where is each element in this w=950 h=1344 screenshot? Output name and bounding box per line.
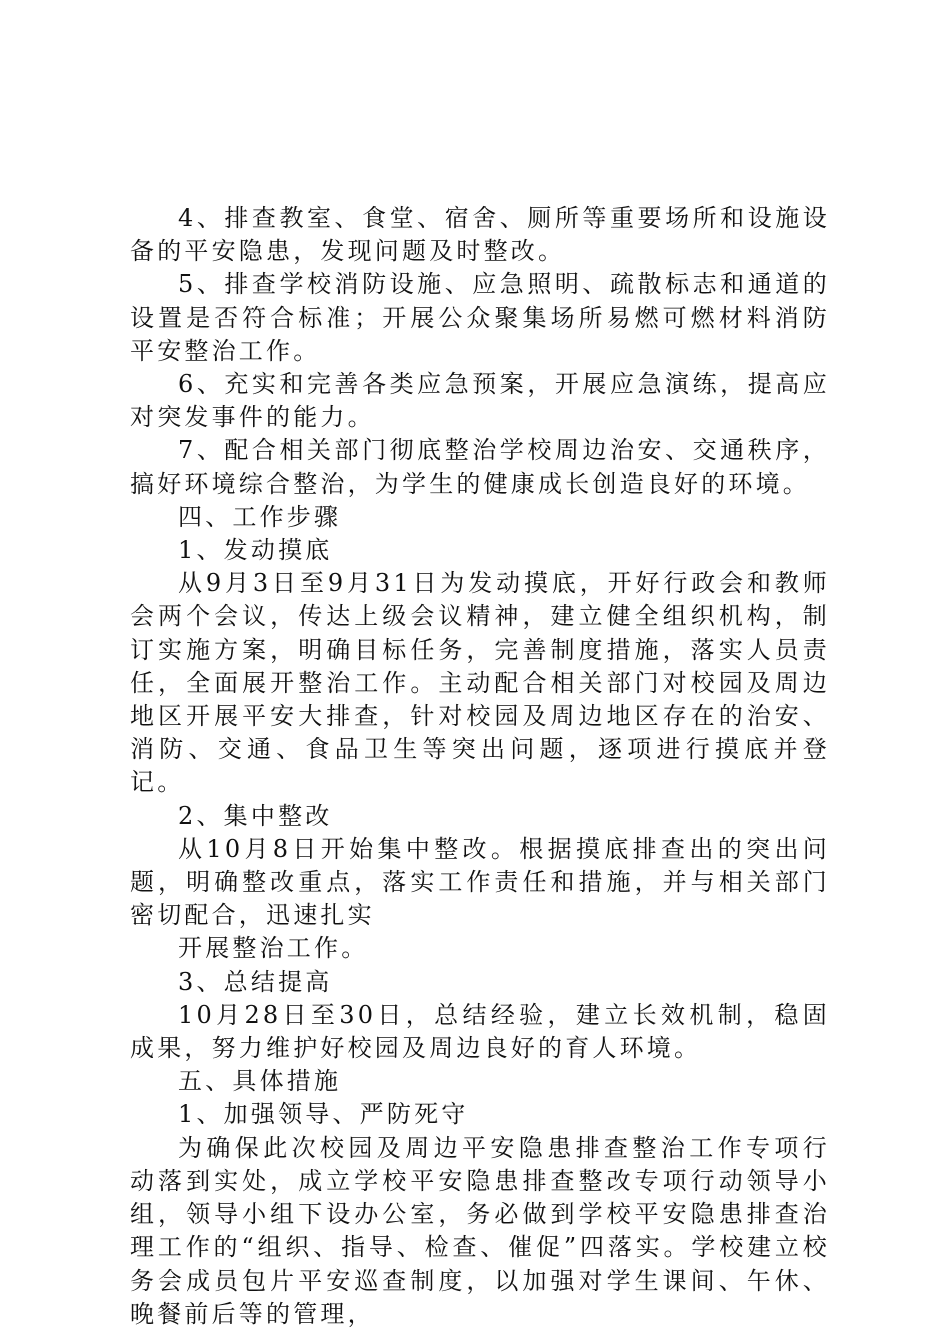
paragraph-summary-improvement: 10月28日至30日，总结经验，建立长效机制，稳固成果，努力维护好校园及周边良好的育人环境。 bbox=[130, 1000, 830, 1063]
paragraph-rectification-continued: 开展整治工作。 bbox=[178, 934, 369, 963]
paragraph-item-7: 7、配合相关部门彻底整治学校周边治安、交通秩序，搞好环境综合整治，为学生的健康成长创造良好的环境。 bbox=[130, 436, 830, 498]
paragraph-mobilize-survey: 从9月3日至9月31日为发动摸底，开好行政会和教师会两个会议，传达上级会议精神，建立健全组织机构，制订实施方案，明确目标任务，完善制度措施，落实人员责任，全面展开整治工作。主动配合相关部门对校园及周边地区开展平安大排查，针对校园及周边地区存在的治安、消防、交通、食品卫生等突出问题，逐项进行摸底并登记。 bbox=[130, 569, 830, 797]
section-heading-specific-measures: 五、具体措施 bbox=[178, 1067, 342, 1096]
paragraph-item-5: 5、排查学校消防设施、应急照明、疏散标志和通道的设置是否符合标准；开展公众聚集场所易燃可燃材料消防平安整治工作。 bbox=[130, 270, 830, 365]
subheading-strengthen-leadership: 1、加强领导、严防死守 bbox=[178, 1100, 469, 1129]
subheading-summary-improvement: 3、总结提高 bbox=[178, 967, 333, 996]
paragraph-centralized-rectification: 从10月8日开始集中整改。根据摸底排查出的突出问题，明确整改重点，落实工作责任和措施，并与相关部门密切配合，迅速扎实 bbox=[130, 834, 830, 930]
document-body bbox=[130, 202, 830, 1331]
subheading-centralized-rectification: 2、集中整改 bbox=[178, 801, 333, 830]
subheading-mobilize-survey: 1、发动摸底 bbox=[178, 536, 333, 565]
paragraph-item-4: 4、排查教室、食堂、宿舍、厕所等重要场所和设施设备的平安隐患，发现问题及时整改。 bbox=[130, 204, 830, 266]
paragraph-item-6: 6、充实和完善各类应急预案，开展应急演练，提高应对突发事件的能力。 bbox=[130, 370, 830, 432]
paragraph-strengthen-leadership: 为确保此次校园及周边平安隐患排查整治工作专项行动落到实处，成立学校平安隐患排查整改专项行动领导小组，领导小组下设办公室，务必做到学校平安隐患排查治理工作的“组织、指导、检查、催促”四落实。学校建立校务会成员包片平安巡查制度，以加强对学生课间、午休、晚餐前后等的管理， bbox=[130, 1133, 830, 1328]
section-heading-work-steps: 四、工作步骤 bbox=[178, 502, 342, 531]
